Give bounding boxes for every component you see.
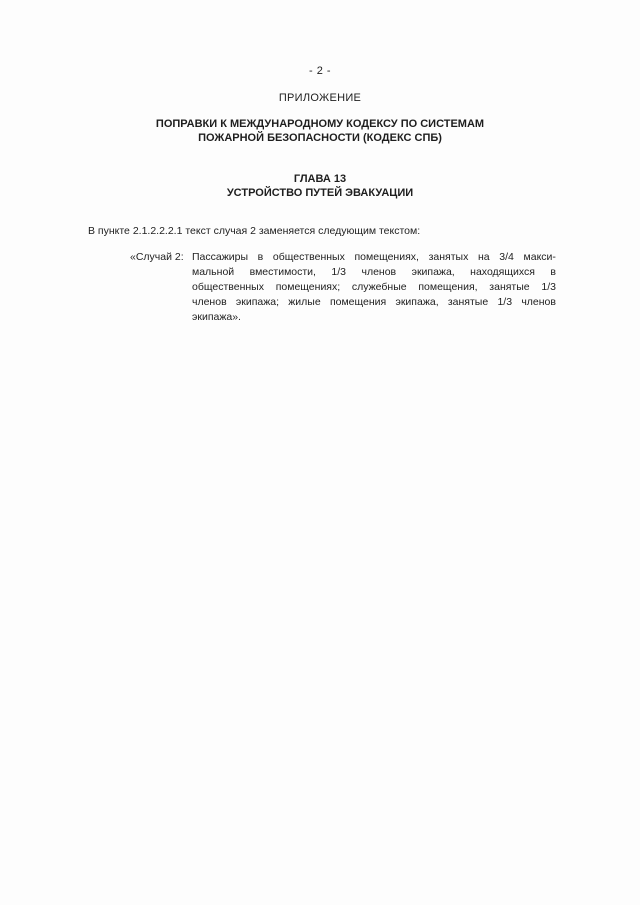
chapter-title: УСТРОЙСТВО ПУТЕЙ ЭВАКУАЦИИ xyxy=(226,187,414,199)
case-text-line-2: мальной вместимости, 1/3 членов экипажа, находящихся в xyxy=(192,266,556,278)
case-text-line-3: общественных помещениях; служебные помещения, занятые 1/3 xyxy=(192,281,556,293)
document-title xyxy=(0,117,640,145)
page-number: - 2 - xyxy=(308,65,332,77)
chapter-number: ГЛАВА 13 xyxy=(293,173,347,185)
annex-label: ПРИЛОЖЕНИЕ xyxy=(278,92,362,104)
intro-paragraph: В пункте 2.1.2.2.2.1 текст случая 2 заменяется следующим текстом: xyxy=(88,225,421,237)
case-2-block xyxy=(130,250,556,325)
document-title-line-1: ПОПРАВКИ К МЕЖДУНАРОДНОМУ КОДЕКСУ ПО СИСТЕМАМ xyxy=(155,118,485,130)
case-label: «Случай 2: xyxy=(130,251,184,263)
case-text-line-1: Пассажиры в общественных помещениях, занятых на 3/4 макси- xyxy=(192,251,556,263)
case-text xyxy=(192,250,556,325)
case-text-line-4: членов экипажа; жилые помещения экипажа, занятые 1/3 членов xyxy=(192,296,556,308)
case-text-line-5: экипажа». xyxy=(192,311,241,323)
document-title-line-2: ПОЖАРНОЙ БЕЗОПАСНОСТИ (КОДЕКС СПБ) xyxy=(198,132,442,144)
